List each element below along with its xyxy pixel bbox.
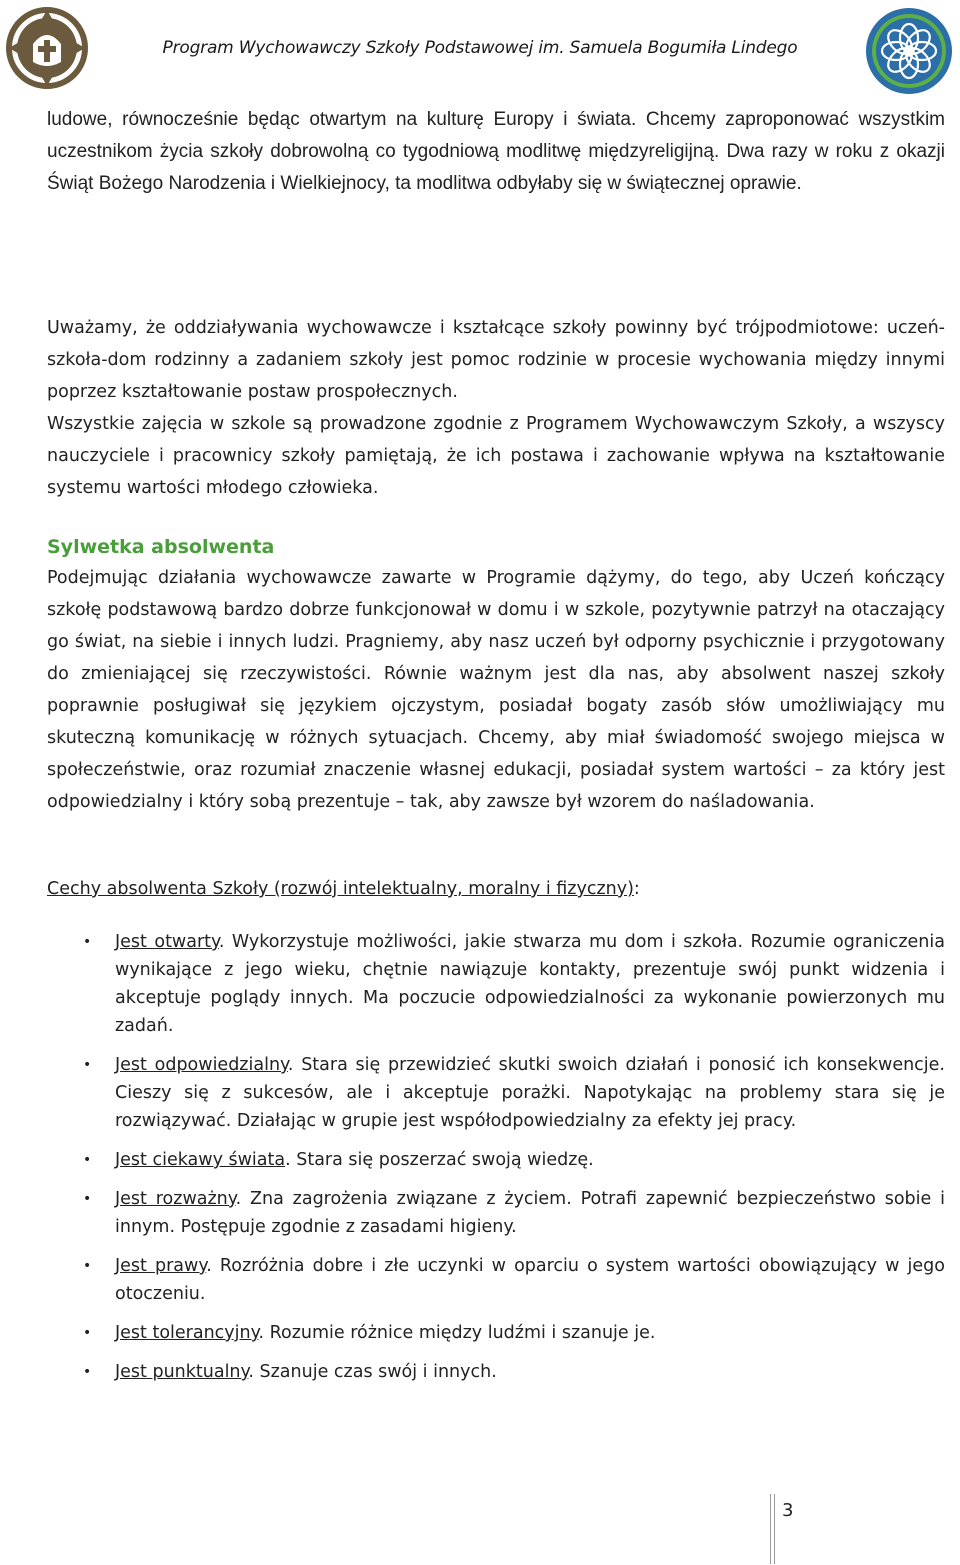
graduate-heading: Sylwetka absolwenta xyxy=(47,536,275,558)
trait-text: . Rozróżnia dobre i złe uczynki w oparciu o system wartości obowiązujący w jego otoczeniu. xyxy=(115,1256,945,1304)
traits-heading-block xyxy=(47,874,945,904)
influence-paragraph-1: Uważamy, że oddziaływania wychowawcze i kształcące szkoły powinny być trójpodmiotowe: uczeń-szkoła-dom rodzinny a zadaniem szkoły jest pomoc rodzinie w procesie wychowania między innymi poprzez kształtowanie postaw prospołecznych. xyxy=(47,318,945,402)
influence-section xyxy=(47,312,945,504)
list-item xyxy=(47,1319,945,1347)
trait-text: . Wykorzystuje możliwości, jakie stwarza mu dom i szkoła. Rozumie ograniczenia wynikające z jego wieku, chętnie nawiązuje kontakty, prezentuje swój punkt widzenia i akceptuje poglądy innych. Ma poczucie odpowiedzialności za wykonanie powierzonych mu zadań. xyxy=(115,932,945,1036)
header-title: Program Wychowawczy Szkoły Podstawowej im. Samuela Bogumiła Lindego xyxy=(162,38,798,58)
bullet-icon: • xyxy=(83,1057,92,1073)
flower-emblem-icon xyxy=(864,6,954,96)
bullet-icon: • xyxy=(83,1364,92,1380)
traits-heading: Cechy absolwenta Szkoły (rozwój intelektualny, moralny i fizyczny): xyxy=(47,879,640,899)
list-item xyxy=(47,1146,945,1174)
graduate-section xyxy=(47,532,945,818)
trait-title: Jest tolerancyjny xyxy=(115,1323,259,1343)
trait-title: Jest ciekawy świata xyxy=(115,1150,286,1170)
intro-section xyxy=(47,104,945,200)
list-item xyxy=(47,1358,945,1386)
trait-title: Jest odpowiedzialny xyxy=(115,1055,288,1075)
trait-title: Jest rozważny xyxy=(115,1189,236,1209)
intro-paragraph: ludowe, równocześnie będąc otwartym na kulturę Europy i świata. Chcemy zaproponować wszystkim uczestnikom życia szkoły dobrowolną co tygodniową modlitwę międzyreligijną. Dwa razy w roku z okazji Świąt Bożego Narodzenia i Wielkiejnocy, ta modlitwa odbyłaby się w świątecznej oprawie. xyxy=(47,109,945,194)
trait-text: . Stara się poszerzać swoją wiedzę. xyxy=(285,1150,594,1170)
page-number-divider xyxy=(770,1494,775,1564)
trait-text: . Szanuje czas swój i innych. xyxy=(248,1362,497,1382)
bullet-icon: • xyxy=(83,934,92,950)
graduate-paragraph: Podejmując działania wychowawcze zawarte w Programie dążymy, do tego, aby Uczeń kończący szkołę podstawową bardzo dobrze funkcjonował w domu i w szkole, pozytywnie patrzył na otaczający go świat, na siebie i innych ludzi. Pragniemy, aby nasz uczeń był odporny psychicznie i przygotowany do zmieniającej się rzeczywistości. Równie ważnym jest dla nas, aby absolwent naszej szkoły poprawnie posługiwał się językiem ojczystym, posiadał bogaty zasób słów umożliwiający mu skuteczną komunikację w różnych sytuacjach. Chcemy, aby miał świadomość swojego miejsca w społeczeństwie, oraz rozumiał znaczenie własnej edukacji, posiadał system wartości – za który jest odpowiedzialny i który sobą prezentuje – tak, aby zawsze był wzorem do naśladowania. xyxy=(47,568,945,812)
influence-paragraph-2: Wszystkie zajęcia w szkole są prowadzone zgodnie z Programem Wychowawczym Szkoły, a wszyscy nauczyciele i pracownicy szkoły pamiętają, że ich postawa i zachowanie wpływa na kształtowanie systemu wartości młodego człowieka. xyxy=(47,414,945,498)
list-item xyxy=(47,1185,945,1241)
bullet-icon: • xyxy=(83,1258,92,1274)
list-item xyxy=(47,928,945,1040)
bullet-icon: • xyxy=(83,1152,92,1168)
list-item xyxy=(47,1051,945,1135)
trait-text: . Zna zagrożenia związane z życiem. Potrafi zapewnić bezpieczeństwo sobie i innym. Postępuje zgodnie z zasadami higieny. xyxy=(115,1189,945,1237)
bullet-icon: • xyxy=(83,1325,92,1341)
trait-text: . Stara się przewidzieć skutki swoich działań i ponosić ich konsekwencje. Cieszy się z sukcesów, ale i akceptuje porażki. Napotykając na problemy stara się je rozwiązywać. Działając w grupie jest współodpowiedzialny za efekty jej pracy. xyxy=(115,1055,945,1131)
trait-title: Jest punktualny xyxy=(115,1362,249,1382)
traits-list xyxy=(47,928,945,1397)
trait-text: . Rozumie różnice między ludźmi i szanuje je. xyxy=(258,1323,656,1343)
trait-title: Jest prawy xyxy=(115,1256,207,1276)
trait-title: Jest otwarty xyxy=(115,932,219,952)
list-item xyxy=(47,1252,945,1308)
bullet-icon: • xyxy=(83,1191,92,1207)
page-number: 3 xyxy=(782,1500,794,1521)
